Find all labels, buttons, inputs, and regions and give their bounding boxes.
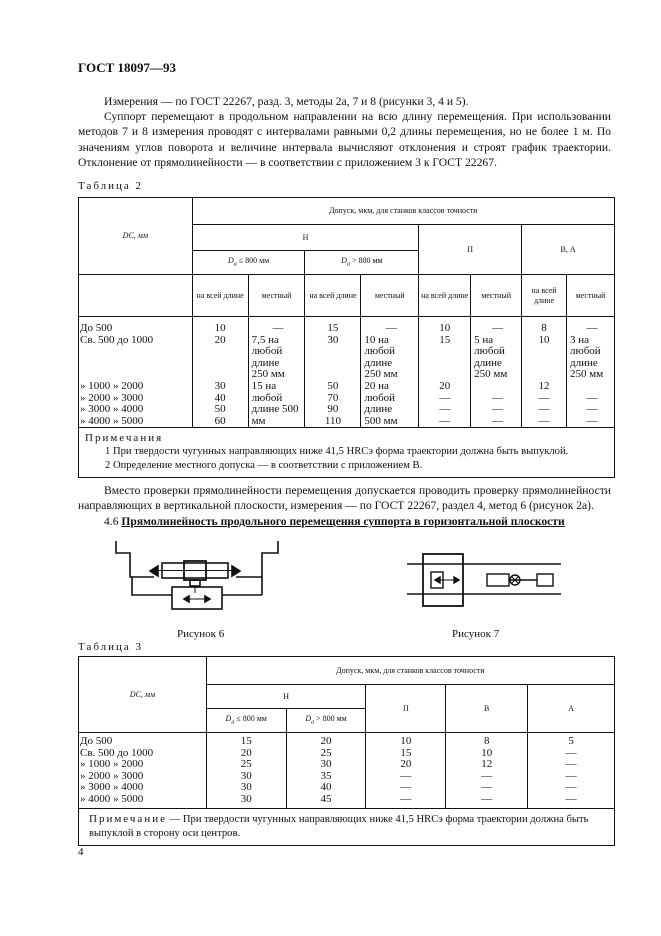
class-va-header: В, А <box>522 225 615 275</box>
table2-caption: Таблица 2 <box>78 180 144 192</box>
local-header: местный <box>567 275 615 317</box>
figure-6-drawing <box>112 537 282 612</box>
empty-cell <box>79 275 193 317</box>
tolerance-header: Допуск, мкм, для станков классов точности <box>192 198 614 225</box>
note-2: 2 Определение местного допуска — в соответствии с приложением В. <box>105 460 423 472</box>
section-title: Прямолинейность продольного перемещения суппорта в горизонтальной плоскости <box>121 515 565 528</box>
table-3 <box>78 656 615 846</box>
full-length-header: на всей длине <box>419 275 471 317</box>
da-gt-header: $D_a > 800$ мм <box>305 251 419 275</box>
dc-column: До 500 Св. 500 до 1000 » 1000 » 2000 » 2000 » 3000 » 3000 » 4000 » 4000 » 5000 <box>79 733 207 809</box>
class-n-header: Н <box>206 685 366 709</box>
paragraph-alternative <box>78 483 611 513</box>
note-text: — При твердости чугунных направляющих ниже 41,5 HRCэ форма траектории должна быть выпуклой в сторону оси центров. <box>89 814 589 839</box>
col-v: 8 10 12 — — — <box>446 733 528 809</box>
note-title: Примечание <box>89 813 167 825</box>
col-n-le: 15 20 25 30 30 30 <box>206 733 286 809</box>
class-p-header: П <box>419 225 522 275</box>
table-2 <box>78 197 615 478</box>
col-n-le-local: — 7,5 на любой длине 250 мм 15 на любой длине 500 мм <box>248 317 305 428</box>
section-number: 4.6 <box>104 515 119 528</box>
figure-7-caption: Рисунок 7 <box>452 628 500 640</box>
para-line: Суппорт перемещают в продольном направлении на всю длину перемещения. При использовании методов 7 и 8 измерения проводят с интервалами равными 0,2 длины перемещения, но не более 1 м. По значениям углов поворота и величине интервала вычисляют отклонения и строят график траектории. Отклонение от прямолинейности — в соответствии с приложением 3 к ГОСТ 22267. <box>78 110 611 169</box>
class-a-header: А <box>528 685 615 733</box>
col-va-local: — 3 на любой длине 250 мм — — — <box>567 317 615 428</box>
col-n-gt: 20 25 30 35 40 45 <box>286 733 366 809</box>
table3-caption: Таблица 3 <box>78 641 144 653</box>
figure-6-caption: Рисунок 6 <box>177 628 225 640</box>
section-heading <box>104 515 565 528</box>
class-p-header: П <box>366 685 446 733</box>
col-p-local: — 5 на любой длине 250 мм — — — <box>471 317 522 428</box>
page-number: 4 <box>78 846 84 858</box>
dc-header: DC, мм <box>79 657 207 733</box>
da-le-header: $D_a \le 800$ мм <box>206 709 286 733</box>
paragraph-measurements <box>78 94 611 170</box>
col-a: 5 — — — — — <box>528 733 615 809</box>
tolerance-header: Допуск, мкм, для станков классов точности <box>206 657 614 685</box>
class-v-header: В <box>446 685 528 733</box>
da-gt-header: $D_a > 800$ мм <box>286 709 366 733</box>
full-length-header: на всей длине <box>522 275 567 317</box>
da-le-header: $D_a \le 800$ мм <box>192 251 305 275</box>
table2-notes <box>79 428 615 478</box>
col-n-gt-full: 15 30 50 70 90 110 <box>305 317 361 428</box>
full-length-header: на всей длине <box>305 275 361 317</box>
col-n-gt-local: — 10 на любой длине 250 мм 20 на любой длине 500 мм <box>361 317 419 428</box>
local-header: местный <box>361 275 419 317</box>
col-n-le-full: 10 20 30 40 50 60 <box>192 317 248 428</box>
dc-column: До 500 Св. 500 до 1000 » 1000 » 2000 » 2000 » 3000 » 3000 » 4000 » 4000 » 5000 <box>79 317 193 428</box>
local-header: местный <box>471 275 522 317</box>
full-length-header: на всей длине <box>192 275 248 317</box>
dc-header: DC, мм <box>79 198 193 275</box>
para-line: Измерения — по ГОСТ 22267, разд. 3, методы 2а, 7 и 8 (рисунки 3, 4 и 5). <box>104 95 469 108</box>
col-va-full: 8 10 12 — — — <box>522 317 567 428</box>
notes-title: Примечания <box>85 432 164 445</box>
document-header: ГОСТ 18097—93 <box>78 60 177 75</box>
para-line: Вместо проверки прямолинейности перемещения допускается проводить проверку прямолинейности направляющих в вертикальной плоскости, измерения — по ГОСТ 22267, раздел 4, метод 6 (рисунок 2а). <box>78 484 611 513</box>
col-p-full: 10 15 20 — — — <box>419 317 471 428</box>
note-1: 1 При твердости чугунных направляющих ниже 41,5 HRCэ форма траектории должна быть выпуклой. <box>105 446 569 458</box>
table3-note <box>79 809 615 846</box>
col-p: 10 15 20 — — — <box>366 733 446 809</box>
local-header: местный <box>248 275 305 317</box>
class-n-header: Н <box>192 225 419 251</box>
figure-7-drawing <box>405 550 565 610</box>
